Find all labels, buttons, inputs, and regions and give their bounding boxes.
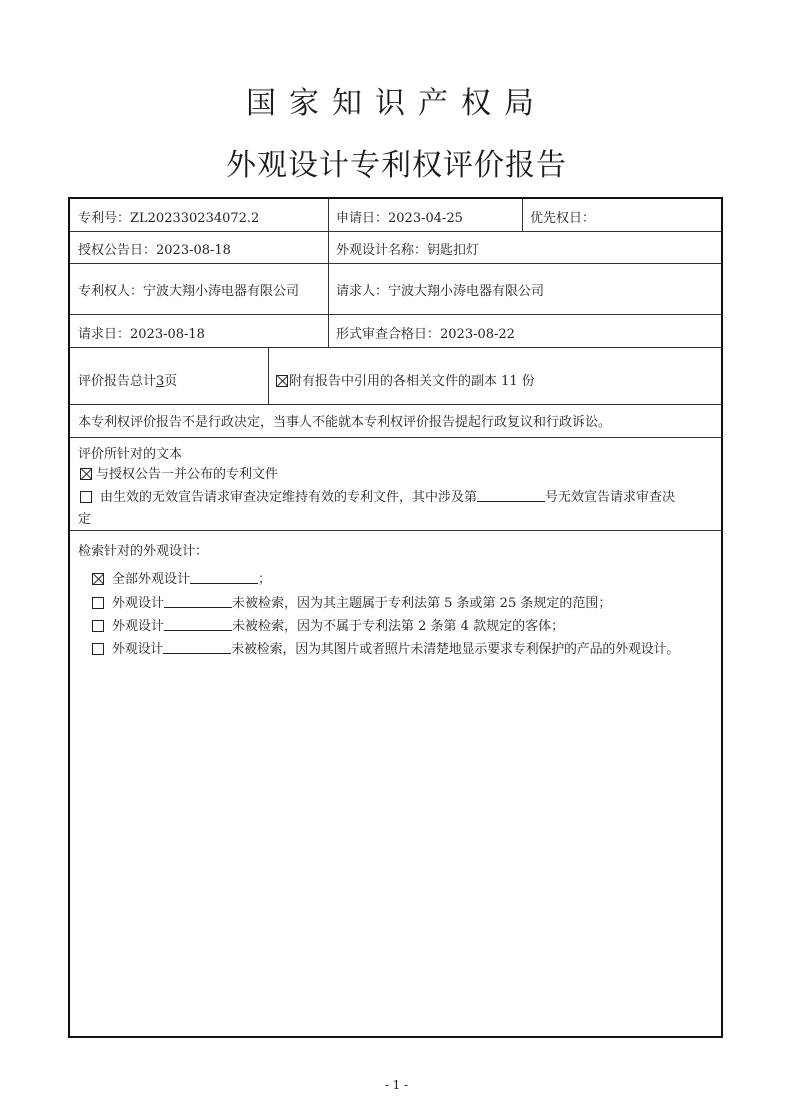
search-item-1 bbox=[92, 568, 271, 587]
search-item-1-end: ； bbox=[258, 572, 272, 587]
col-divider bbox=[328, 231, 329, 347]
search-item-2-checkbox[interactable] bbox=[92, 597, 104, 609]
agency-title: 国家知识产权局 bbox=[246, 86, 547, 121]
row-divider bbox=[70, 437, 721, 438]
patent-number: 专利号：ZL202330234072.2 bbox=[78, 211, 260, 226]
basis-option-2 bbox=[80, 486, 675, 505]
search-item-4-text: 未被检索，因为其图片或者照片未清楚地显示要求专利保护的产品的外观设计。 bbox=[231, 642, 680, 657]
search-item-2-label: 外观设计 bbox=[112, 596, 165, 611]
attached-copies-text: 附有报告中引用的各相关文件的副本 11 份 bbox=[289, 374, 535, 389]
decision-number-blank bbox=[477, 489, 545, 502]
col-divider bbox=[268, 347, 269, 404]
design-name: 外观设计名称：钥匙扣灯 bbox=[336, 243, 480, 258]
basis-heading: 评价所针对的文本 bbox=[78, 447, 183, 462]
search-item-3-blank bbox=[164, 618, 232, 631]
notice-text: 本专利权评价报告不是行政决定，当事人不能就本专利权评价报告提起行政复议和行政诉讼。 bbox=[78, 415, 612, 430]
requester: 请求人：宁波大翔小涛电器有限公司 bbox=[336, 284, 545, 299]
col-divider bbox=[522, 199, 523, 231]
page-number: - 1 - bbox=[384, 1078, 409, 1092]
basis-option-2-checkbox[interactable] bbox=[80, 491, 92, 503]
row-divider bbox=[70, 263, 721, 264]
basis-option-2-continued: 定 bbox=[78, 512, 92, 527]
search-item-4-checkbox[interactable] bbox=[92, 643, 104, 655]
row-divider bbox=[70, 231, 721, 232]
search-item-4 bbox=[92, 638, 679, 657]
page-count-suffix: 页 bbox=[164, 374, 178, 389]
row-divider bbox=[70, 404, 721, 405]
grant-date: 授权公告日：2023-08-18 bbox=[78, 243, 231, 258]
filing-date: 申请日：2023-04-25 bbox=[336, 211, 463, 226]
row-divider bbox=[70, 347, 721, 348]
report-title: 外观设计专利权评价报告 bbox=[226, 148, 567, 183]
row-divider bbox=[70, 314, 721, 315]
report-page-count bbox=[78, 370, 177, 389]
basis-option-1-checkbox[interactable] bbox=[80, 468, 92, 480]
patentee: 专利权人：宁波大翔小涛电器有限公司 bbox=[78, 284, 300, 299]
report-table bbox=[68, 197, 723, 1038]
basis-option-1 bbox=[80, 463, 278, 482]
formal-exam-date: 形式审查合格日：2023-08-22 bbox=[336, 327, 515, 342]
attached-copies-checkbox[interactable] bbox=[276, 375, 288, 387]
search-item-2 bbox=[92, 592, 611, 611]
basis-option-2-text-a: 由生效的无效宣告请求审查决定维持有效的专利文件，其中涉及第 bbox=[100, 490, 478, 505]
row-divider bbox=[70, 530, 721, 531]
search-item-1-label: 全部外观设计 bbox=[112, 572, 191, 587]
basis-option-2-text-b: 号无效宣告请求审查决 bbox=[545, 490, 676, 505]
col-divider bbox=[328, 199, 329, 231]
priority-date: 优先权日： bbox=[530, 211, 596, 226]
search-item-3 bbox=[92, 615, 564, 634]
search-item-1-checkbox[interactable] bbox=[92, 573, 104, 585]
search-item-4-label: 外观设计 bbox=[112, 642, 164, 657]
request-date: 请求日：2023-08-18 bbox=[78, 327, 205, 342]
attached-copies bbox=[276, 370, 535, 389]
search-item-2-blank bbox=[164, 595, 232, 608]
search-item-3-checkbox[interactable] bbox=[92, 620, 104, 632]
search-item-4-blank bbox=[163, 641, 231, 654]
search-item-3-text: 未被检索，因为不属于专利法第 2 条第 4 款规定的客体； bbox=[232, 619, 565, 634]
search-item-2-text: 未被检索，因为其主题属于专利法第 5 条或第 25 条规定的范围； bbox=[232, 596, 612, 611]
search-heading: 检索针对的外观设计： bbox=[78, 544, 209, 559]
page-count-value: 3 bbox=[156, 374, 165, 389]
search-item-3-label: 外观设计 bbox=[112, 619, 165, 634]
search-item-1-blank bbox=[190, 571, 258, 584]
basis-option-1-label: 与授权公告一并公布的专利文件 bbox=[96, 467, 279, 482]
page-count-prefix: 评价报告总计 bbox=[78, 374, 157, 389]
